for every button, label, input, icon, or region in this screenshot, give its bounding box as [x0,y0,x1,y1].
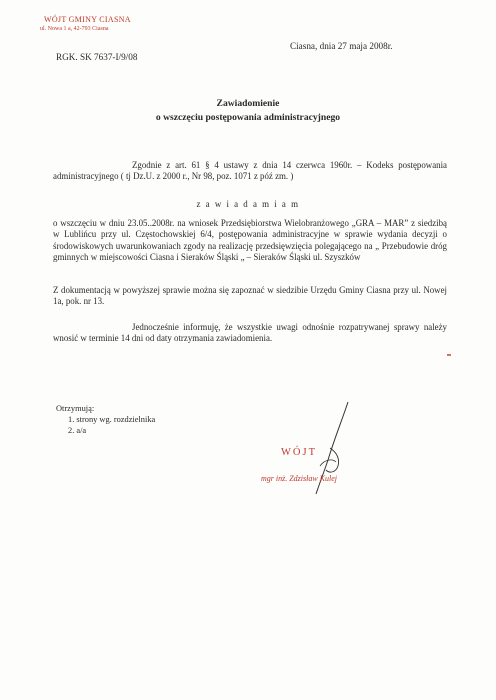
office-stamp-address: ul. Nowa 1 a, 42-793 Ciasna [40,26,109,32]
recipient-item: 1. strony wg. rozdzielnika [68,415,156,424]
reference-number: RGK. SK 7637-I/9/08 [56,52,138,62]
documentation-paragraph: Z dokumentacją w powyższej sprawie można się zapoznać w siedzibie Urzędu Gminy Ciasna przy ul. Nowej 1a, pok. nr 13. [53,285,447,307]
office-stamp-title: WÓJT GMINY CIASNA [44,15,131,24]
ink-mark [447,354,451,356]
recipients-heading: Otrzymują: [56,404,95,413]
place-and-date: Ciasna, dnia 27 maja 2008r. [290,41,393,51]
notice-body-paragraph: o wszczęciu w dniu 23.05..2008r. na wniosek Przedsiębiorstwa Wielobranżowego „GRA – MAR” z siedzibą w Lublińcu przy ul. Częstochowskiej 6/4, postępowania administracyjne w sprawie wydania decyzji o środowiskowych uwarunkowaniach zgody na realizację przedsięwzięcia polegającego na „ Przebudowie dróg gminnych w miejscowości Ciasna i Sieraków Śląski „ – Sieraków Śląski ul. Szyszków [53,218,447,262]
remarks-paragraph: Jednocześnie informuję, że wszystkie uwagi odnośnie rozpatrywanej sprawy należy wnosić w terminie 14 dni od daty otrzymania zawiadomienia. [53,322,447,344]
recipient-item: 2. a/a [68,426,87,435]
announcement-word: z a w i a d a m i a m [196,199,300,209]
document-title: Zawiadomienie [216,98,280,109]
signatory-title: WÓJT [281,447,317,458]
legal-basis-paragraph: Zgodnie z art. 61 § 4 ustawy z dnia 14 czerwca 1960r. – Kodeks postępowania administracyjnego ( tj Dz.U. z 2000 r., Nr 98, poz. 1071 z póź zm. ) [53,160,447,182]
signatory-name: mgr inż. Zdzisław Kulej [261,474,338,483]
document-subtitle: o wszczęciu postępowania administracyjnego [155,112,341,123]
